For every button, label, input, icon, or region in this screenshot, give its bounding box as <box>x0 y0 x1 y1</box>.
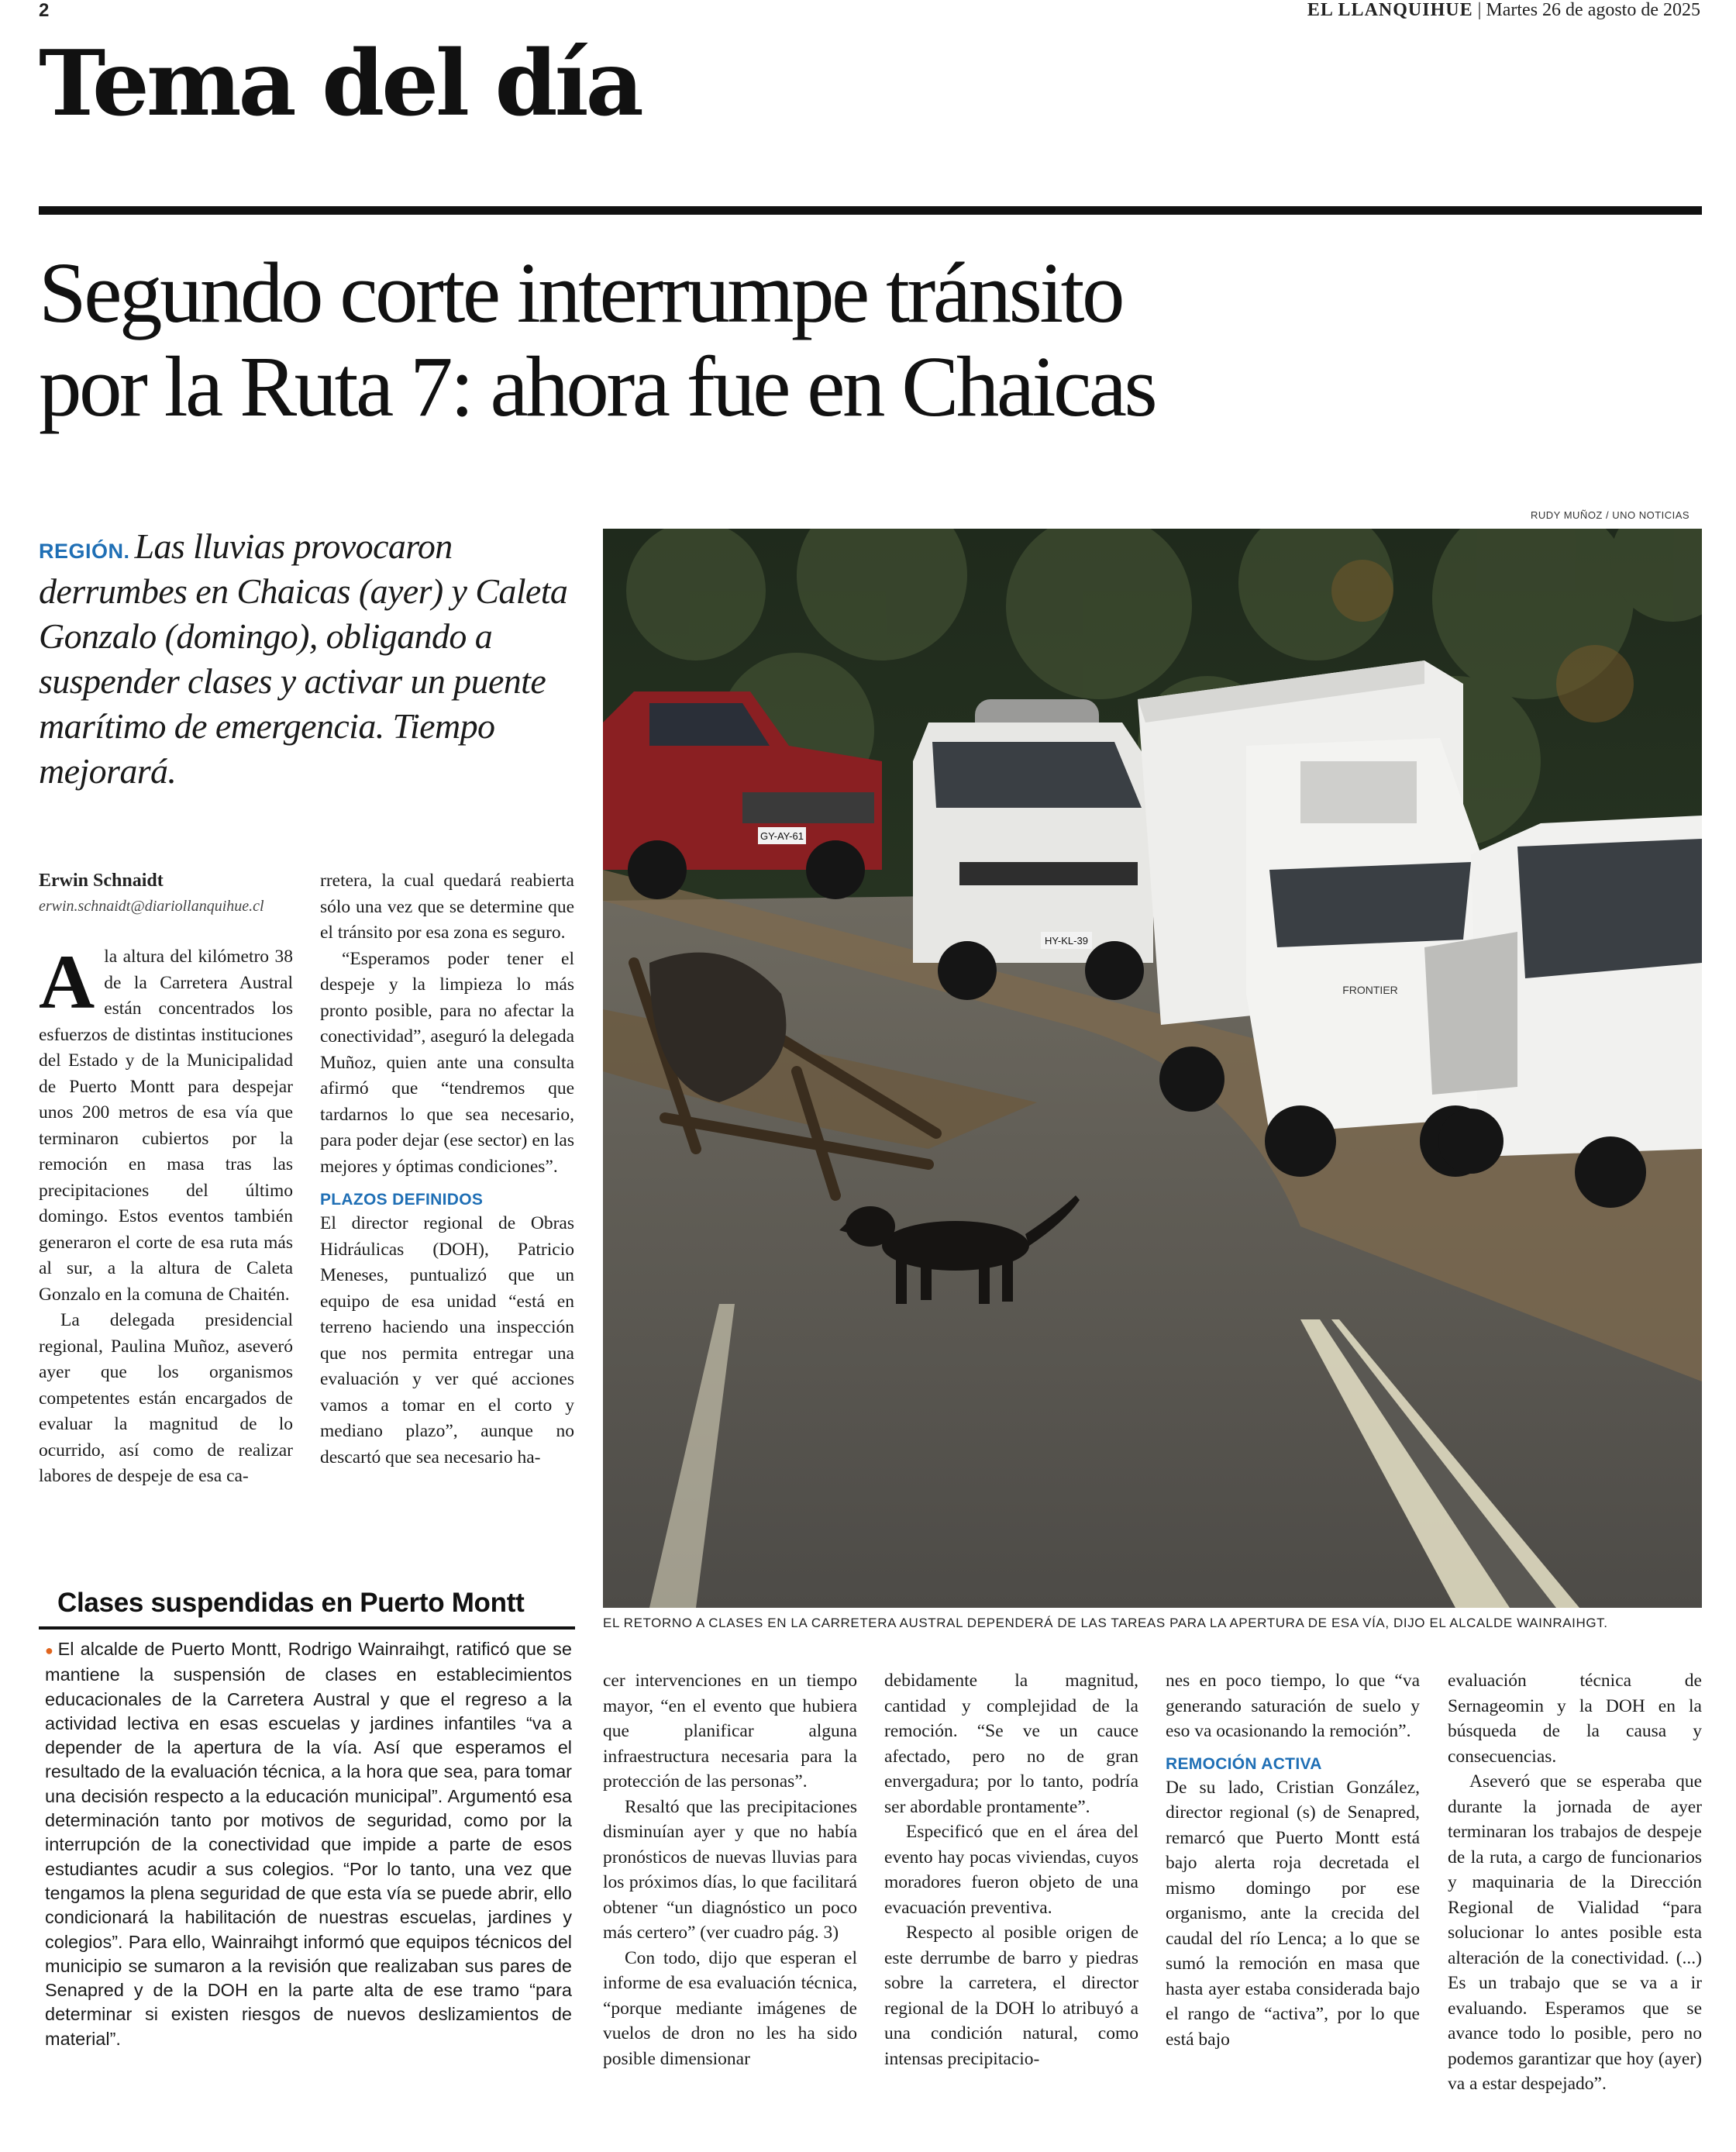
folio-separator: | <box>1477 0 1482 20</box>
paragraph: Resaltó que las precipitaciones disminuían ayer y que no había pronósticos de nuevas lluvias para los próximos días, lo que facilitará obtener “un diagnóstico un poco más certero” (ver cuadro pág. 3) <box>603 1796 857 1943</box>
lede <box>39 524 598 794</box>
article-column-5 <box>1166 1668 1420 2052</box>
headline <box>39 247 1705 434</box>
page-number: 2 <box>39 0 50 21</box>
headline-line-2: por la Ruta 7: ahora fue en Chaicas <box>39 339 1156 435</box>
paragraph: El director regional de Obras Hidráulicas (DOH), Patricio Meneses, puntualizó que un equipo de esa unidad “está en terreno haciendo una inspección que nos permita entregar una evaluación y ver qué acciones vamos a tomar en el corto y mediano plazo”, aunque no descartó que sea necesario ha- <box>320 1213 574 1467</box>
headline-line-1: Segundo corte interrumpe tránsito <box>39 246 1123 341</box>
paragraph: evaluación técnica de Sernageomin y la DOH en la búsqueda de la causa y consecuencias. <box>1448 1671 1702 1767</box>
paragraph: Especificó que en el área del evento hay pocas viviendas, cuyos moradores fueron objeto de una evacuación preventiva. <box>884 1822 1138 1918</box>
box-body <box>45 1637 572 2051</box>
drop-cap: A <box>39 939 95 1025</box>
photo-caption: EL RETORNO A CLASES EN LA CARRETERA AUSTRAL DEPENDERÁ DE LAS TAREAS PARA LA APERTURA DE ESA VÍA, DIJO EL ALCALDE WAINRAIHGT. <box>603 1616 1608 1630</box>
publication-name: EL LLANQUIHUE <box>1307 0 1473 20</box>
publication-date: Martes 26 de agosto de 2025 <box>1486 0 1700 20</box>
paragraph: cer intervenciones en un tiempo mayor, “en el evento que hubiera que planificar alguna infraestructura necesaria para la protección de las personas”. <box>603 1671 857 1792</box>
byline-name: Erwin Schnaidt <box>39 871 164 891</box>
section-title: Tema del día <box>39 31 641 136</box>
paragraph: “Esperamos poder tener el despeje y la limpieza lo más pronto posible, para no afectar la conectividad”, aseguró la delegada Muñoz, quien ante una consulta afirmó que “tendremos que tardarnos lo que sea necesario, para poder dejar (ese sector) en las mejores y óptimas condiciones”. <box>320 948 574 1177</box>
plate-text-1: GY-AY-61 <box>760 830 804 842</box>
lede-text: Las lluvias provocaron derrumbes en Chaicas (ayer) y Caleta Gonzalo (domingo), obligando a suspender clases y activar un puente marítimo de emergencia. Tiempo mejorará. <box>39 526 568 791</box>
article-column-1 <box>39 939 293 1490</box>
lede-tag: REGIÓN. <box>39 540 130 563</box>
article-column-6 <box>1448 1668 1702 2097</box>
news-photo <box>603 529 1702 1608</box>
paragraph <box>39 939 293 1308</box>
byline-email[interactable]: erwin.schnaidt@diariollanquihue.cl <box>39 898 264 915</box>
paragraph: La delegada presidencial regional, Paulina Muñoz, aseveró ayer que los organismos competentes están encargados de evaluar la magnitud de lo ocurrido, así como de realizar labores de despeje de esa ca- <box>39 1310 293 1486</box>
bullet-icon: ● <box>45 1643 55 1658</box>
paragraph: Respecto al posible origen de este derrumbe de barro y piedras sobre la carretera, el director regional de la DOH lo atribuyó a una condición natural, como intensas precipitacio- <box>884 1923 1138 2069</box>
subheading-remocion: REMOCIÓN ACTIVA <box>1166 1754 1322 1773</box>
article-column-3 <box>603 1668 857 2071</box>
folio <box>1307 0 1700 21</box>
plate-text-2: HY-KL-39 <box>1045 935 1088 947</box>
box-title: Clases suspendidas en Puerto Montt <box>57 1588 525 1618</box>
article-column-4 <box>884 1668 1138 2071</box>
box-text: El alcalde de Puerto Montt, Rodrigo Wainraihgt, ratificó que se mantiene la suspensión de clases en establecimientos educacionales de la Carretera Austral y que el regreso a la actividad lectiva en esas escuelas y jardines infantiles “va a depender de la apertura de la vía. Así que esperamos el resultado de la evaluación técnica, a la hora que sea, para tomar una decisión respecto a la educación municipal”. Argumentó esa determinación tanto por motivos de seguridad, como por la interrupción de la conectividad que impide a parte de esos estudiantes acudir a sus colegios. “Por lo tanto, una vez que tengamos la plena seguridad de que esta vía se puede abrir, ello condicionará la habilitación de nuestras escuelas, jardines y colegios”. Para ello, Wainraihgt informó que equipos técnicos del municipio se sumaron a la revisión que realizaban sus pares de Senapred y de la DOH en la parte alta de ese tramo “para determinar si existen riesgos de nuevos deslizamientos de material”. <box>45 1639 573 2049</box>
truck-brand: FRONTIER <box>1342 984 1398 996</box>
subheading-plazos: PLAZOS DEFINIDOS <box>320 1191 484 1209</box>
flooded-road-illustration <box>603 529 1702 1608</box>
photo-credit: RUDY MUÑOZ / UNO NOTICIAS <box>1531 509 1690 521</box>
paragraph: De su lado, Cristian González, director regional (s) de Senapred, remarcó que Puerto Montt está bajo alerta roja decretada el mismo domingo por ese organismo, ante la crecida del caudal del río Lenca; a lo que se sumó la remoción en masa que hasta ayer estaba considerada bajo el rango de “activa”, por lo que está bajo <box>1166 1777 1420 2050</box>
paragraph: Con todo, dijo que esperan el informe de esa evaluación técnica, “porque mediante imágenes de vuelos de dron no les ha sido posible dimensionar <box>603 1947 857 2069</box>
refrigerated-truck <box>1138 660 1491 1177</box>
white-van <box>913 699 1153 1000</box>
paragraph: Aseveró que se esperaba que durante la jornada de ayer terminaran los trabajos de despeje de la ruta, a cargo de funcionarios y maquinaria de la Dirección Regional de Vialidad “para solucionar lo antes posible esta alteración de la conectividad. (...) Es un trabajo que se va a ir evaluando. Esperamos que se avance todo lo posible, pero no podemos garantizar que hoy (ayer) va a estar despejado”. <box>1448 1771 1702 2094</box>
paragraph: nes en poco tiempo, lo que “va generando saturación de suelo y eso va ocasionando la remoción”. <box>1166 1671 1420 1741</box>
box-rule <box>39 1626 575 1630</box>
section-rule <box>39 206 1702 215</box>
paragraph-text: la altura del kilómetro 38 de la Carretera Austral están concentrados los esfuerzos de distintas instituciones del Estado y de la Municipalidad de Puerto Montt para despejar unos 200 metros de esa vía que terminaron cubiertos por la remoción en masa tras las precipitaciones del último domingo. Estos eventos también generaron el corte de esa ruta más al sur, a la altura de Caleta Gonzalo en la comuna de Chaitén. <box>39 947 293 1305</box>
paragraph: debidamente la magnitud, cantidad y complejidad de la remoción. “Se ve un cauce afectado, pero no de gran envergadura; por lo tanto, podría ser abordable prontamente”. <box>884 1671 1138 1817</box>
article-column-2 <box>320 868 574 1471</box>
paragraph: rretera, la cual quedará reabierta sólo una vez que se determine que el tránsito por esa zona es seguro. <box>320 871 574 943</box>
